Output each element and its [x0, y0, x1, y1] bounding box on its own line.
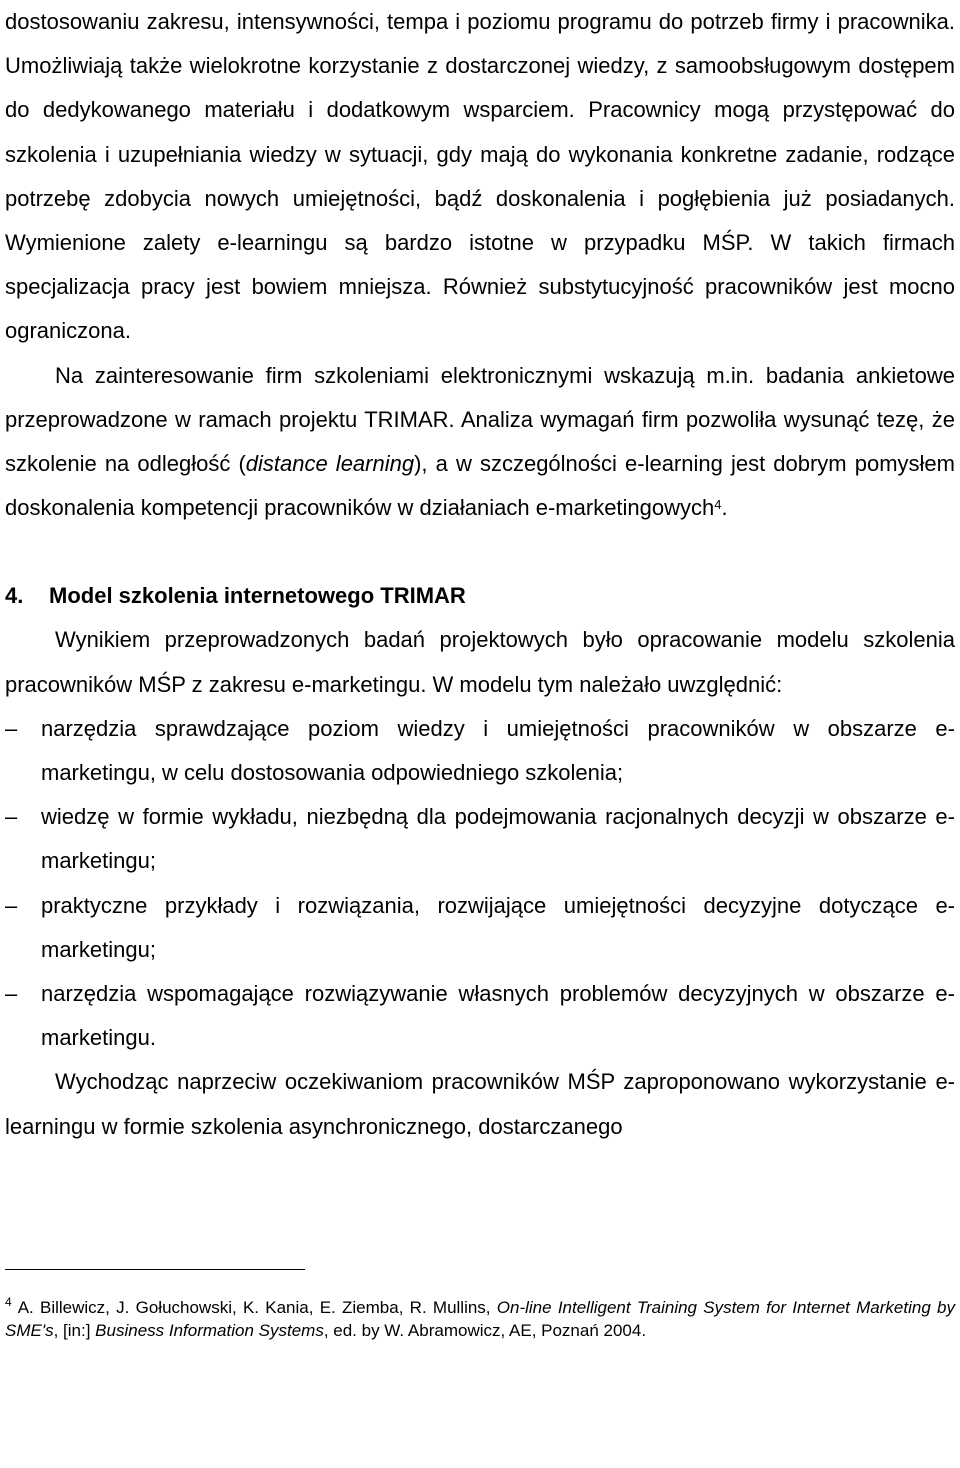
dash-bullet: –	[5, 715, 18, 741]
page-spacer	[5, 1149, 955, 1269]
footnote-source: Business Information Systems	[95, 1320, 324, 1340]
paragraph-survey-text-a: Na zainteresowanie firm szkoleniami elektronicznymi wskazują m.in. badania ankietowe przeprowadzone w ramach projektu TRIMAR. Analiza wymagań firm pozwoliła wysunąć tezę, że szkolenie na odległość (	[5, 362, 955, 477]
list-item	[5, 884, 955, 972]
footnote-title: On-line Intelligent Training System for Internet Marketing by SME's	[5, 1297, 955, 1340]
paragraph-survey-italic: distance learning	[245, 451, 415, 477]
paragraph-proposal-text: Wychodząc naprzeciw oczekiwaniom pracowników MŚP zaproponowano wykorzystanie e-learningu w formie szkolenia asynchronicznego, dostarczanego	[5, 1069, 955, 1139]
document-page	[5, 0, 955, 1342]
paragraph-intro	[5, 0, 955, 354]
paragraph-proposal	[5, 1060, 955, 1148]
footnote-end: , ed. by W. Abramowicz, AE, Poznań 2004.	[323, 1320, 647, 1340]
footnote-number: 4	[5, 1294, 12, 1309]
list-item-text: narzędzia sprawdzające poziom wiedzy i umiejętności pracowników w obszarze e-marketingu, w celu dostosowania odpowiedniego szkolenia;	[41, 715, 955, 786]
section-heading	[5, 574, 955, 618]
list-item	[5, 972, 955, 1060]
dash-bullet: –	[5, 892, 18, 918]
dash-bullet: –	[5, 804, 18, 830]
list-item	[5, 707, 955, 795]
paragraph-survey-text-b: ), a w szczególności e-learning jest dobrym pomysłem doskonalenia kompetencji pracowników w działaniach e-marketingowych	[5, 451, 955, 521]
dash-bullet: –	[5, 981, 18, 1007]
section-title: Model szkolenia internetowego TRIMAR	[49, 583, 466, 609]
paragraph-survey	[5, 354, 955, 531]
requirements-list	[5, 707, 955, 1061]
footnote-middle: , [in:]	[53, 1320, 96, 1340]
list-item	[5, 795, 955, 883]
paragraph-model	[5, 618, 955, 706]
paragraph-intro-text: dostosowaniu zakresu, intensywności, tempa i poziomu programu do potrzeb firmy i pracownika. Umożliwiają także wielokrotne korzystanie z dostarczonej wiedzy, z samoobsługowym dostępem do dedykowanego materiału i dodatkowym wsparciem. Pracownicy mogą przystępować do szkolenia i uzupełniania wiedzy w sytuacji, gdy mają do wykonania konkretne zadanie, rodzące potrzebę zdobycia nowych umiejętności, bądź doskonalenia i pogłębienia już posiadanych. Wymienione zalety e-learningu są bardzo istotne w przypadku MŚP. W takich firmach specjalizacja pracy jest bowiem mniejsza. Również substytucyjność pracowników jest mocno ograniczona.	[5, 9, 955, 344]
footnote-divider	[5, 1269, 305, 1270]
paragraph-model-text: Wynikiem przeprowadzonych badań projektowych było opracowanie modelu szkolenia pracowników MŚP z zakresu e-marketingu. W modelu tym należało uwzględnić:	[5, 627, 955, 697]
footnote-authors: A. Billewicz, J. Gołuchowski, K. Kania, E. Ziemba, R. Mullins,	[17, 1297, 497, 1317]
section-number: 4.	[5, 583, 24, 609]
list-item-text: wiedzę w formie wykładu, niezbędną dla podejmowania racjonalnych decyzji w obszarze e-marketingu;	[41, 804, 955, 874]
list-item-text: praktyczne przykłady i rozwiązania, rozwijające umiejętności decyzyjne dotyczące e-marketingu;	[41, 892, 955, 962]
paragraph-survey-text-c: .	[721, 495, 728, 521]
list-item-text: narzędzia wspomagające rozwiązywanie własnych problemów decyzyjnych w obszarze e-marketingu.	[41, 981, 955, 1051]
footnote-reference[interactable]: 4	[714, 497, 722, 513]
footnote	[5, 1296, 955, 1342]
